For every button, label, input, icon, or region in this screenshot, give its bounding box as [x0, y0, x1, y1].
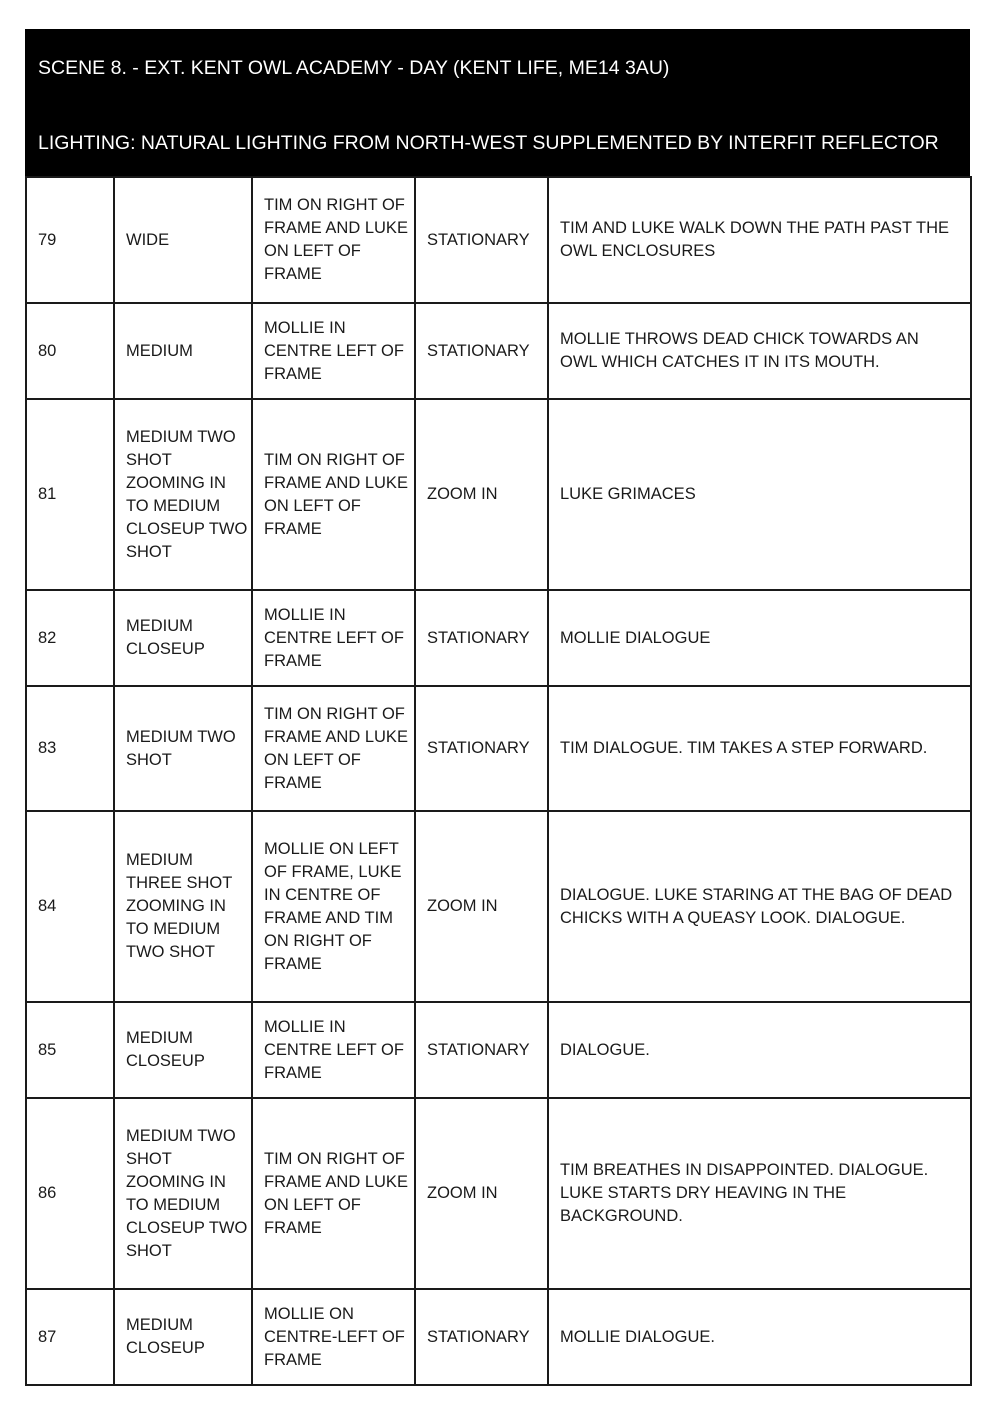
shot-table	[25, 176, 972, 1386]
shot-action: MOLLIE DIALOGUE	[548, 590, 971, 686]
camera-movement: STATIONARY	[415, 303, 548, 399]
shot-action: TIM AND LUKE WALK DOWN THE PATH PAST THE OWL ENCLOSURES	[548, 177, 971, 303]
shot-framing: TIM ON RIGHT OF FRAME AND LUKE ON LEFT OF FRAME	[252, 399, 415, 590]
shot-number: 82	[26, 590, 114, 686]
shot-number: 81	[26, 399, 114, 590]
shot-action: DIALOGUE. LUKE STARING AT THE BAG OF DEAD CHICKS WITH A QUEASY LOOK. DIALOGUE.	[548, 811, 971, 1002]
shot-framing: MOLLIE IN CENTRE LEFT OF FRAME	[252, 303, 415, 399]
camera-movement: STATIONARY	[415, 1002, 548, 1098]
shot-type: MEDIUM CLOSEUP	[114, 1002, 252, 1098]
shot-list-sheet	[25, 29, 970, 1386]
table-row	[26, 686, 971, 811]
shot-type: MEDIUM CLOSEUP	[114, 1289, 252, 1385]
shot-framing: MOLLIE ON LEFT OF FRAME, LUKE IN CENTRE OF FRAME AND TIM ON RIGHT OF FRAME	[252, 811, 415, 1002]
shot-action: DIALOGUE.	[548, 1002, 971, 1098]
shot-number: 85	[26, 1002, 114, 1098]
scene-heading: SCENE 8. - EXT. KENT OWL ACADEMY - DAY (KENT LIFE, ME14 3AU)	[38, 57, 670, 79]
camera-movement: STATIONARY	[415, 177, 548, 303]
camera-movement: STATIONARY	[415, 686, 548, 811]
shot-action: TIM BREATHES IN DISAPPOINTED. DIALOGUE. LUKE STARTS DRY HEAVING IN THE BACKGROUND.	[548, 1098, 971, 1289]
shot-action: TIM DIALOGUE. TIM TAKES A STEP FORWARD.	[548, 686, 971, 811]
shot-type: MEDIUM	[114, 303, 252, 399]
camera-movement: ZOOM IN	[415, 1098, 548, 1289]
shot-type: MEDIUM TWO SHOT ZOOMING IN TO MEDIUM CLOSEUP TWO SHOT	[114, 399, 252, 590]
table-row	[26, 1098, 971, 1289]
shot-framing: MOLLIE IN CENTRE LEFT OF FRAME	[252, 590, 415, 686]
table-row	[26, 399, 971, 590]
table-row	[26, 590, 971, 686]
table-row	[26, 177, 971, 303]
camera-movement: ZOOM IN	[415, 811, 548, 1002]
shot-framing: TIM ON RIGHT OF FRAME AND LUKE ON LEFT OF FRAME	[252, 1098, 415, 1289]
shot-action: MOLLIE DIALOGUE.	[548, 1289, 971, 1385]
shot-type: MEDIUM THREE SHOT ZOOMING IN TO MEDIUM TWO SHOT	[114, 811, 252, 1002]
table-row	[26, 811, 971, 1002]
shot-framing: TIM ON RIGHT OF FRAME AND LUKE ON LEFT OF FRAME	[252, 177, 415, 303]
shot-type: MEDIUM TWO SHOT ZOOMING IN TO MEDIUM CLOSEUP TWO SHOT	[114, 1098, 252, 1289]
scene-header	[25, 29, 970, 176]
shot-number: 84	[26, 811, 114, 1002]
lighting-note: LIGHTING: NATURAL LIGHTING FROM NORTH-WEST SUPPLEMENTED BY INTERFIT REFLECTOR	[38, 132, 939, 154]
shot-number: 80	[26, 303, 114, 399]
shot-number: 87	[26, 1289, 114, 1385]
table-row	[26, 1002, 971, 1098]
table-row	[26, 303, 971, 399]
shot-framing: MOLLIE ON CENTRE-LEFT OF FRAME	[252, 1289, 415, 1385]
shot-number: 79	[26, 177, 114, 303]
shot-type: WIDE	[114, 177, 252, 303]
shot-number: 86	[26, 1098, 114, 1289]
shot-framing: TIM ON RIGHT OF FRAME AND LUKE ON LEFT OF FRAME	[252, 686, 415, 811]
shot-framing: MOLLIE IN CENTRE LEFT OF FRAME	[252, 1002, 415, 1098]
camera-movement: STATIONARY	[415, 590, 548, 686]
shot-action: MOLLIE THROWS DEAD CHICK TOWARDS AN OWL WHICH CATCHES IT IN ITS MOUTH.	[548, 303, 971, 399]
shot-action: LUKE GRIMACES	[548, 399, 971, 590]
camera-movement: ZOOM IN	[415, 399, 548, 590]
table-row	[26, 1289, 971, 1385]
shot-type: MEDIUM CLOSEUP	[114, 590, 252, 686]
shot-type: MEDIUM TWO SHOT	[114, 686, 252, 811]
camera-movement: STATIONARY	[415, 1289, 548, 1385]
shot-number: 83	[26, 686, 114, 811]
